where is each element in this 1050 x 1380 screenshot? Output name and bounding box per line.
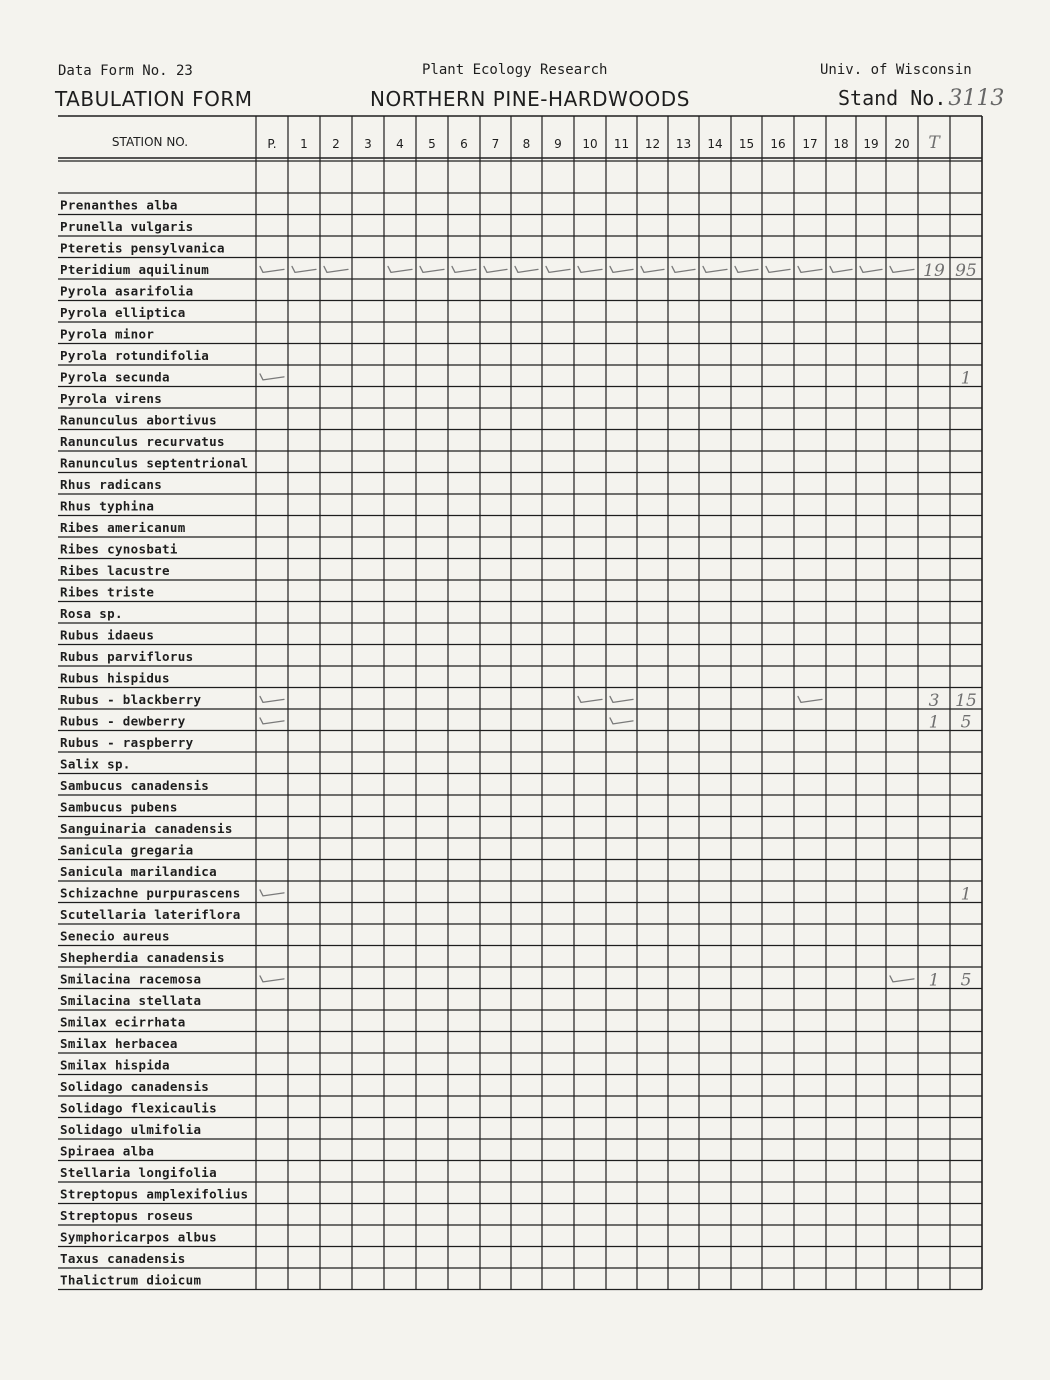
check-mark	[578, 266, 602, 272]
column-header-T: T	[928, 133, 940, 153]
check-mark	[260, 266, 284, 272]
species-label: Prenanthes alba	[60, 198, 178, 213]
tally-total: 19	[923, 261, 945, 281]
tally-percent: 5	[960, 970, 972, 991]
check-mark	[766, 266, 790, 272]
check-mark	[798, 266, 822, 272]
column-header-P: P.	[267, 137, 277, 151]
check-mark	[641, 266, 664, 272]
column-headers	[112, 133, 941, 153]
species-label: Schizachne purpurascens	[60, 886, 241, 901]
species-label: Salix sp.	[60, 757, 131, 772]
station-no-header: STATION NO.	[111, 135, 189, 149]
column-header-7: 7	[491, 137, 500, 151]
form-number: Data Form No. 23	[58, 63, 193, 79]
check-mark	[890, 976, 914, 982]
column-header-19: 19	[863, 137, 879, 151]
species-label: Pteridium aquilinum	[60, 263, 210, 277]
species-label: Sambucus canadensis	[60, 779, 210, 793]
check-mark	[484, 266, 507, 272]
check-mark	[890, 266, 914, 272]
tally-percent: 5	[960, 712, 972, 733]
species-label: Smilacina stellata	[60, 994, 202, 1008]
stand-number-handwritten: 3113	[948, 86, 1005, 111]
column-header-10: 10	[582, 137, 598, 151]
species-label: Ranunculus recurvatus	[60, 435, 225, 449]
tally-percent: 1	[960, 884, 972, 905]
check-mark	[610, 718, 633, 724]
column-header-12: 12	[644, 137, 661, 151]
check-mark	[515, 266, 538, 272]
column-header-17: 17	[802, 137, 818, 151]
check-mark	[735, 266, 758, 272]
check-mark	[610, 266, 633, 272]
check-mark	[260, 890, 284, 896]
species-label: Pyrola rotundifolia	[60, 349, 210, 363]
species-label: Thalictrum dioicum	[60, 1273, 202, 1288]
column-header-14: 14	[707, 137, 723, 151]
check-mark	[260, 976, 284, 982]
species-label: Solidago canadensis	[60, 1080, 210, 1094]
species-label: Symphoricarpos albus	[60, 1230, 217, 1245]
species-label: Pteretis pensylvanica	[60, 241, 225, 256]
species-label: Smilax hispida	[60, 1058, 170, 1073]
species-label: Shepherdia canadensis	[60, 951, 225, 965]
tally-percent: 95	[955, 261, 977, 281]
check-mark	[672, 266, 695, 272]
species-label: Ranunculus abortivus	[60, 413, 217, 428]
column-header-15: 15	[738, 137, 755, 151]
column-header-6: 6	[460, 137, 468, 151]
column-header-5: 5	[428, 137, 436, 151]
species-label: Ribes triste	[60, 585, 155, 600]
species-label: Streptopus amplexifolius	[60, 1187, 249, 1202]
species-label: Pyrola virens	[60, 392, 163, 406]
check-mark	[388, 266, 412, 272]
column-header-1: 1	[300, 137, 308, 151]
species-label: Prunella vulgaris	[60, 220, 194, 234]
species-label: Ribes americanum	[60, 521, 186, 535]
species-label: Smilax ecirrhata	[60, 1015, 186, 1030]
species-label: Stellaria longifolia	[60, 1166, 217, 1180]
check-mark	[703, 266, 727, 272]
species-label: Rubus idaeus	[60, 628, 155, 643]
species-label: Solidago ulmifolia	[60, 1123, 202, 1137]
tally-total: 1	[928, 970, 940, 991]
species-label: Sanicula marilandica	[60, 865, 217, 879]
species-label: Pyrola secunda	[60, 370, 170, 385]
species-label: Pyrola minor	[60, 327, 155, 342]
check-mark	[292, 266, 316, 272]
check-mark	[452, 266, 476, 272]
form-title: TABULATION FORM	[55, 87, 253, 111]
check-mark	[578, 696, 602, 702]
species-label: Sambucus pubens	[60, 800, 178, 815]
species-label: Sanicula gregaria	[60, 843, 194, 858]
tally-total: 1	[928, 712, 940, 733]
species-label: Solidago flexicaulis	[60, 1101, 217, 1116]
check-mark	[798, 696, 822, 702]
species-label: Rhus typhina	[60, 499, 155, 514]
column-header-3: 3	[364, 137, 372, 151]
species-label: Rosa sp.	[60, 607, 123, 621]
check-mark	[830, 266, 852, 272]
check-mark	[610, 696, 633, 702]
column-header-20: 20	[894, 137, 910, 151]
column-header-16: 16	[770, 137, 786, 151]
check-mark	[420, 266, 444, 272]
check-mark	[860, 266, 882, 272]
species-label: Senecio aureus	[60, 929, 170, 944]
species-label: Rhus radicans	[60, 478, 163, 492]
university-name: Univ. of Wisconsin	[820, 62, 972, 78]
tally-total: 3	[928, 691, 940, 711]
check-mark	[324, 266, 348, 272]
column-header-4: 4	[396, 137, 404, 151]
species-label: Rubus parviflorus	[60, 650, 194, 664]
check-mark	[260, 718, 284, 724]
species-label: Scutellaria lateriflora	[60, 908, 241, 922]
species-label: Ribes lacustre	[60, 564, 170, 578]
species-label: Pyrola asarifolia	[60, 284, 194, 299]
species-label: Pyrola elliptica	[60, 306, 186, 320]
tally-percent: 15	[955, 691, 977, 711]
species-label: Rubus - raspberry	[60, 736, 194, 750]
check-mark	[546, 266, 570, 272]
species-label: Ribes cynosbati	[60, 542, 178, 557]
column-header-11: 11	[613, 137, 630, 151]
species-label: Sanguinaria canadensis	[60, 822, 233, 836]
column-header-9: 9	[554, 137, 562, 151]
community-title: NORTHERN PINE-HARDWOODS	[370, 87, 690, 111]
check-mark	[260, 374, 284, 380]
stand-label: Stand No.	[838, 86, 947, 110]
tally-percent: 1	[960, 368, 972, 389]
species-label: Streptopus roseus	[60, 1209, 194, 1223]
species-label: Rubus hispidus	[60, 671, 170, 686]
column-header-8: 8	[522, 137, 531, 151]
research-dept: Plant Ecology Research	[422, 62, 608, 78]
species-label: Ranunculus septentrional	[60, 456, 249, 471]
species-label: Rubus - dewberry	[60, 714, 186, 729]
species-label: Taxus canadensis	[60, 1252, 186, 1266]
column-header-2: 2	[332, 137, 340, 151]
species-label: Spiraea alba	[60, 1144, 155, 1159]
species-label: Rubus - blackberry	[60, 693, 202, 707]
species-label: Smilacina racemosa	[60, 972, 202, 987]
column-header-18: 18	[833, 137, 849, 151]
species-label: Smilax herbacea	[60, 1037, 178, 1051]
column-header-13: 13	[675, 137, 692, 151]
species-rows	[60, 199, 248, 1288]
check-mark	[260, 696, 284, 702]
